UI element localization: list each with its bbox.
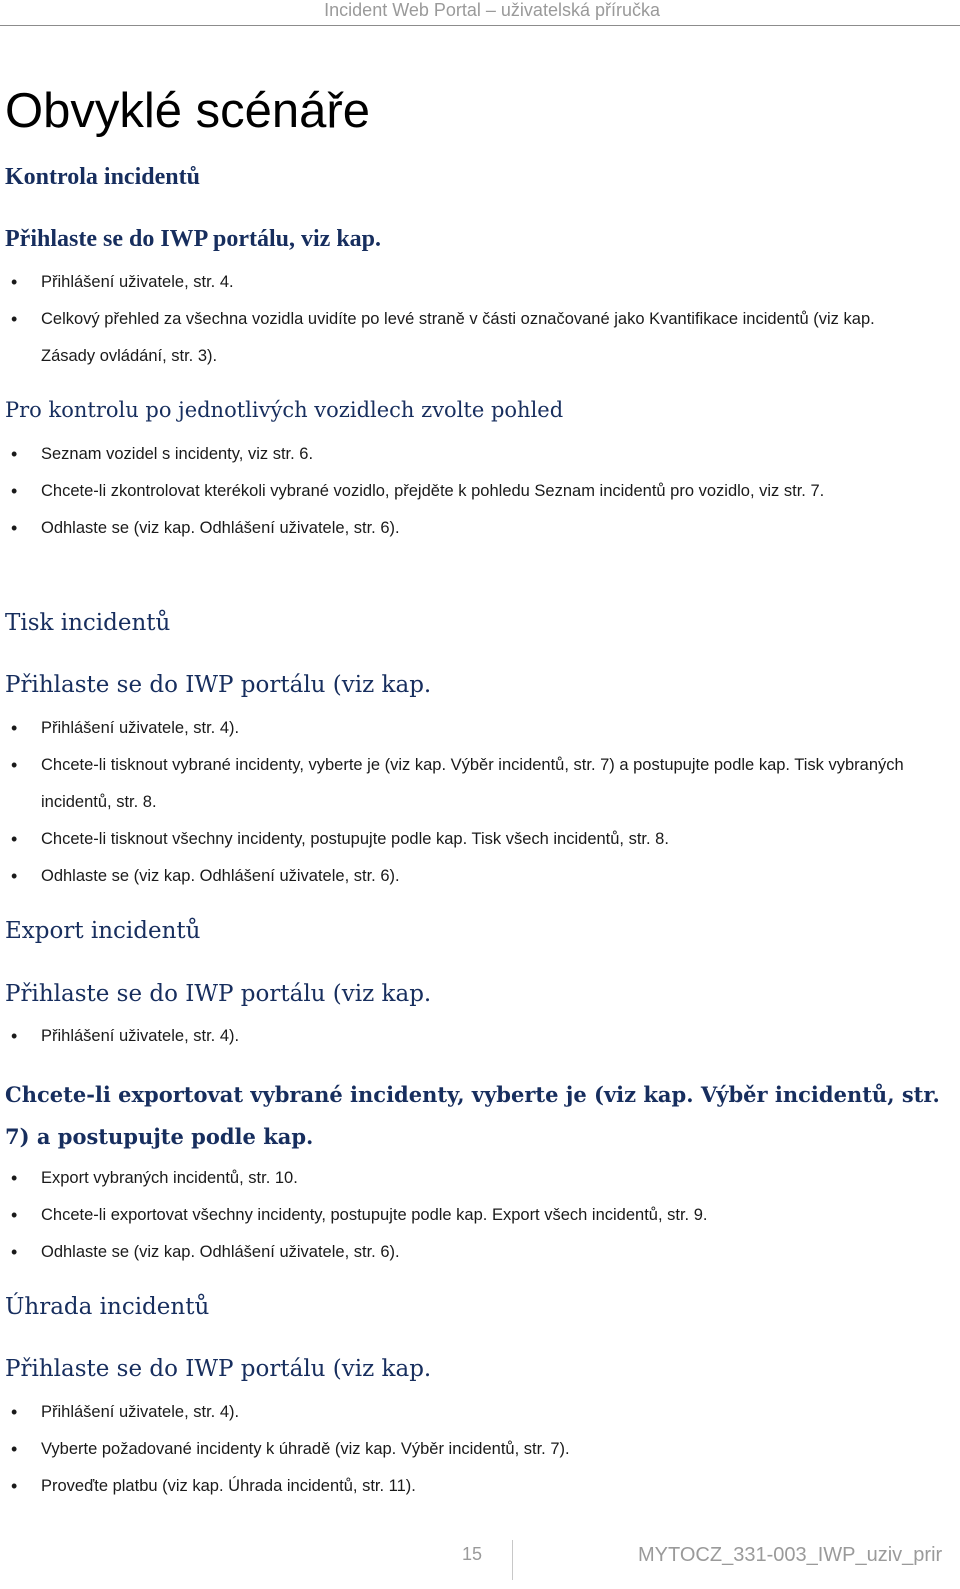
bullet-icon: • <box>11 1439 18 1459</box>
subheading-login: Přihlaste se do IWP portálu (viz kap. <box>5 672 432 698</box>
list-item: • Odhlaste se (viz kap. Odhlášení uživatele, str. 6). <box>41 1234 921 1271</box>
bullet-icon: • <box>11 272 18 292</box>
bullet-icon: • <box>11 518 18 538</box>
subheading-export-selected: Chcete-li exportovat vybrané incidenty, vyberte je (viz kap. Výběr incidentů, str. 7) a postupujte podle kap. <box>5 1082 940 1149</box>
subheading-login: Přihlaste se do IWP portálu (viz kap. <box>5 1356 432 1382</box>
section-heading-uhrada: Úhrada incidentů <box>5 1294 210 1320</box>
list-item: • Seznam vozidel s incidenty, viz str. 6. <box>41 436 921 473</box>
list-item: • Chcete-li zkontrolovat kterékoli vybrané vozidlo, přejděte k pohledu Seznam incidentů pro vozidlo, viz str. 7. <box>41 473 901 510</box>
bullet-list <box>11 710 921 895</box>
list-item: • Odhlaste se (viz kap. Odhlášení uživatele, str. 6). <box>41 858 921 895</box>
footer-divider <box>512 1540 513 1580</box>
subheading-per-vehicle: Pro kontrolu po jednotlivých vozidlech zvolte pohled <box>5 398 564 422</box>
bullet-icon: • <box>11 1476 18 1496</box>
page-title: Obvyklé scénáře <box>5 84 370 138</box>
bullet-list <box>11 436 921 547</box>
section-heading-export: Export incidentů <box>5 918 201 944</box>
section-heading-kontrola: Kontrola incidentů <box>5 164 200 190</box>
list-item: • Přihlášení uživatele, str. 4). <box>41 1018 921 1055</box>
list-item: • Proveďte platbu (viz kap. Úhrada incidentů, str. 11). <box>41 1468 921 1505</box>
bullet-icon: • <box>11 718 18 738</box>
list-item: • Přihlášení uživatele, str. 4). <box>41 1394 921 1431</box>
bullet-icon: • <box>11 1026 18 1046</box>
bullet-icon: • <box>11 481 18 501</box>
list-item: • Vyberte požadované incidenty k úhradě (viz kap. Výběr incidentů, str. 7). <box>41 1431 921 1468</box>
list-item: • Export vybraných incidentů, str. 10. <box>41 1160 921 1197</box>
section-heading-tisk: Tisk incidentů <box>5 610 171 636</box>
bullet-icon: • <box>11 1402 18 1422</box>
list-item: • Chcete-li tisknout všechny incidenty, postupujte podle kap. Tisk všech incidentů, str. 8. <box>41 821 921 858</box>
header-title: Incident Web Portal – uživatelská příručka <box>324 0 660 20</box>
list-item: • Chcete-li exportovat všechny incidenty, postupujte podle kap. Export všech incidentů, str. 9. <box>41 1197 921 1234</box>
bullet-icon: • <box>11 444 18 464</box>
bullet-list <box>11 1160 921 1271</box>
bullet-icon: • <box>11 829 18 849</box>
document-code: MYTOCZ_331-003_IWP_uziv_prir <box>638 1544 943 1566</box>
list-item: • Celkový přehled za všechna vozidla uvidíte po levé straně v části označované jako Kvantifikace incidentů (viz kap. Zásady ovládání, str. 3). <box>41 301 916 375</box>
bullet-icon: • <box>11 1168 18 1188</box>
list-item: • Odhlaste se (viz kap. Odhlášení uživatele, str. 6). <box>41 510 921 547</box>
subheading-login: Přihlaste se do IWP portálu, viz kap. <box>5 226 382 252</box>
list-item: • Přihlášení uživatele, str. 4. <box>41 264 921 301</box>
bullet-icon: • <box>11 755 18 775</box>
list-item: • Chcete-li tisknout vybrané incidenty, vyberte je (viz kap. Výběr incidentů, str. 7) a postupujte podle kap. Tisk vybraných incidentů, str. 8. <box>41 747 911 821</box>
bullet-icon: • <box>11 1242 18 1262</box>
subheading-login: Přihlaste se do IWP portálu (viz kap. <box>5 981 432 1007</box>
bullet-icon: • <box>11 866 18 886</box>
page-number: 15 <box>462 1544 483 1564</box>
list-item: • Přihlášení uživatele, str. 4). <box>41 710 921 747</box>
bullet-list <box>11 1018 921 1055</box>
bullet-list <box>11 264 921 375</box>
page-header <box>0 0 960 26</box>
bullet-list <box>11 1394 921 1505</box>
bullet-icon: • <box>11 309 18 329</box>
bullet-icon: • <box>11 1205 18 1225</box>
